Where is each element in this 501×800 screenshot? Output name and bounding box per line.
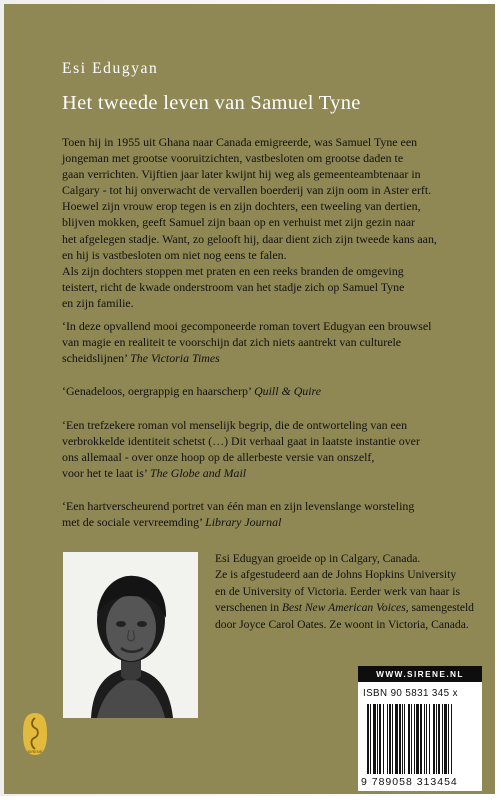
isbn-label: ISBN 90 5831 345 x bbox=[363, 688, 458, 699]
review-3 bbox=[62, 417, 457, 481]
barcode-bar bbox=[392, 704, 393, 774]
barcode-bar bbox=[395, 704, 398, 774]
review-line: verbrokkelde identiteit schetst (…) Dit verhaal gaat in laatste instantie over bbox=[62, 434, 420, 449]
barcode-bar bbox=[416, 704, 419, 774]
barcode-bar bbox=[444, 704, 447, 774]
bio-line: Ze is afgestudeerd aan de Johns Hopkins University bbox=[215, 568, 457, 582]
review-line: ‘Een trefzekere roman vol menselijk begrip, die de ontworteling van een bbox=[62, 418, 408, 432]
barcode-number: 9 789058 313454 bbox=[361, 776, 458, 788]
barcode-bar bbox=[414, 704, 415, 774]
barcode-bar bbox=[373, 704, 376, 774]
barcode-bar bbox=[429, 704, 430, 774]
review-2 bbox=[62, 383, 457, 399]
book-back-cover bbox=[4, 4, 495, 794]
barcode-area bbox=[358, 666, 482, 791]
bio-line: en de University of Victoria. Eerder werk van haar is bbox=[215, 584, 461, 598]
synopsis-line: Calgary - tot hij onverwacht de vervallen boerderij van zijn oom in Aster erft. bbox=[62, 183, 432, 198]
review-1 bbox=[62, 318, 457, 366]
review-source: The Globe and Mail bbox=[149, 466, 247, 481]
book-title: Het tweede leven van Samuel Tyne bbox=[62, 92, 361, 114]
barcode-bar bbox=[442, 704, 443, 774]
barcode-bar bbox=[451, 704, 452, 774]
logo-text: SIRENE bbox=[27, 749, 43, 754]
barcode-bar bbox=[426, 704, 427, 774]
synopsis-line: teistert, richt de kwade onderstroom van het stadje zich op Samuel Tyne bbox=[62, 279, 405, 294]
synopsis-line: het afgelegen stadje. Want, zo gelooft hij, daar dient zich zijn tweede kans aan, bbox=[62, 231, 437, 246]
barcode-bar bbox=[367, 704, 369, 774]
synopsis-line: blijven mokken, geeft Samuel zijn baan op en verhuist met zijn gezin naar bbox=[62, 215, 415, 230]
review-line: voor het te laat is’ bbox=[62, 466, 147, 481]
review-source: Quill & Quire bbox=[254, 384, 321, 398]
bio-line: door Joyce Carol Oates. Ze woont in Victoria, Canada. bbox=[215, 617, 469, 631]
review-source: The Victoria Times bbox=[130, 351, 220, 366]
synopsis-line: en zijn familie. bbox=[62, 295, 134, 310]
barcode-bar bbox=[424, 704, 425, 774]
barcode-bar bbox=[408, 704, 410, 774]
barcode-bar bbox=[389, 704, 391, 774]
synopsis-line: jongeman met grootse vooruitzichten, vastbesloten om grootse daden te bbox=[62, 151, 404, 166]
barcode-bar bbox=[370, 704, 371, 774]
author-name: Esi Edugyan bbox=[62, 60, 159, 77]
barcode-bar bbox=[404, 704, 405, 774]
review-line: ‘Een hartverscheurend portret van één man en zijn levenslange worsteling bbox=[62, 499, 415, 513]
bio-italic: Best New American Voices, bbox=[281, 601, 409, 615]
review-line: scheidslijnen’ bbox=[62, 351, 128, 366]
barcode-bar bbox=[448, 704, 449, 774]
barcode-bar bbox=[399, 704, 401, 774]
review-line: met de sociale vervreemding’ bbox=[62, 515, 203, 530]
barcode-bar bbox=[420, 704, 422, 774]
author-bio bbox=[215, 551, 485, 633]
author-photo bbox=[63, 552, 198, 718]
synopsis-line: gaan verrichten. Vijftien jaar later kwijnt hij weg als gemeenteambtenaar in bbox=[62, 167, 421, 182]
author-portrait bbox=[63, 552, 198, 718]
review-4 bbox=[62, 498, 457, 530]
sirene-logo-icon bbox=[22, 712, 48, 761]
barcode-bar bbox=[402, 704, 403, 774]
review-line: van magie en realiteit te voorschijn dat zich niets aantrekt van culturele bbox=[62, 335, 402, 350]
review-line: ons allemaal - over onze hoop op de allerbeste versie van onszelf, bbox=[62, 450, 375, 465]
publisher-website: WWW.SIRENE.NL bbox=[358, 666, 482, 682]
barcode-bar bbox=[436, 704, 437, 774]
synopsis-line: en hij is vastbesloten om niet nog eens te falen. bbox=[62, 247, 287, 262]
barcode-bar bbox=[438, 704, 440, 774]
barcode-bar bbox=[377, 704, 378, 774]
barcode bbox=[365, 704, 475, 776]
barcode-bar bbox=[379, 704, 381, 774]
barcode-bar bbox=[411, 704, 412, 774]
bio-text: verschenen in bbox=[215, 601, 282, 615]
barcode-bar bbox=[387, 704, 388, 774]
review-line: ‘Genadeloos, oergrappig en haarscherp’ bbox=[62, 384, 252, 398]
synopsis-line: Hoewel zijn vrouw erop tegen is en zijn dochters, een tweeling van dertien, bbox=[62, 199, 421, 214]
bio-line: Esi Edugyan groeide op in Calgary, Canada. bbox=[215, 552, 421, 565]
synopsis-line: Als zijn dochters stoppen met praten en een reeks branden de omgeving bbox=[62, 263, 404, 278]
synopsis-line: Toen hij in 1955 uit Ghana naar Canada emigreerde, was Samuel Tyne een bbox=[62, 135, 418, 149]
review-source: Library Journal bbox=[205, 515, 282, 530]
bio-text: samengesteld bbox=[408, 601, 474, 615]
synopsis bbox=[62, 134, 457, 311]
review-line: ‘In deze opvallend mooi gecomponeerde roman tovert Edugyan een brouwsel bbox=[62, 319, 432, 333]
barcode-bar bbox=[383, 704, 384, 774]
barcode-bar bbox=[433, 704, 435, 774]
